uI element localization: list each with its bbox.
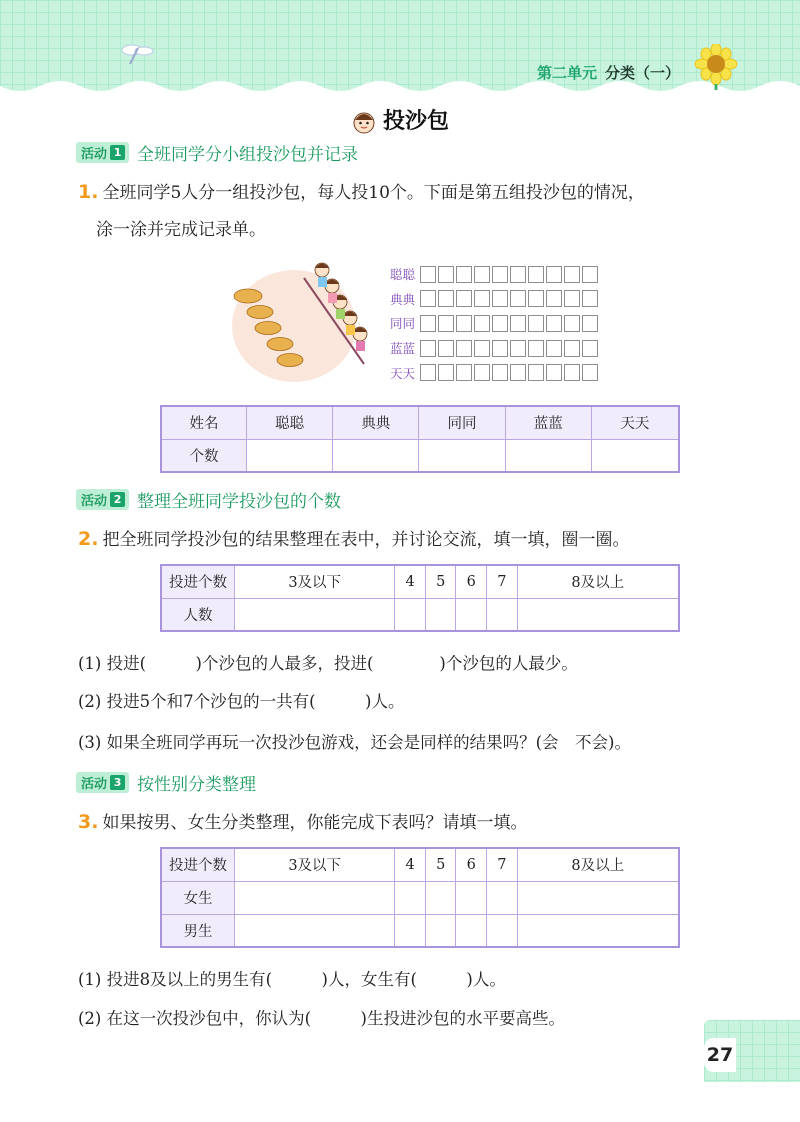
question-1-line1 [78,178,645,207]
tally-box[interactable] [510,315,526,332]
record-name: 聪聪 [390,267,416,283]
tally-box[interactable] [438,315,454,332]
table-input-cell[interactable] [505,439,591,472]
table-input-cell[interactable] [395,914,426,947]
tally-box[interactable] [492,266,508,283]
question-1-text: 全班同学5人分一组投沙包，每人投10个。下面是第五组投沙包的情况， [102,183,645,203]
activity-3-heading [76,770,256,795]
dragonfly-icon [118,42,158,68]
tally-box[interactable] [582,340,598,357]
activity-number: 3 [110,775,125,790]
question-number: 2. [78,528,99,550]
activity-title: 按性别分类整理 [137,775,257,795]
page-title [0,104,800,135]
tally-box[interactable] [546,340,562,357]
table-input-cell[interactable] [456,881,487,914]
question-2-sub-1: (1) 投进( )个沙包的人最多，投进( )个沙包的人最少。 [78,654,578,673]
table-header-cell: 聪聪 [247,406,333,439]
tally-box[interactable] [420,340,436,357]
question-3-sub-2: (2) 在这一次投沙包中，你认为( )生投进沙包的水平要高些。 [78,1009,565,1028]
table-input-cell[interactable] [517,881,679,914]
chapter-label: 分类（一） [604,64,680,82]
table-header-cell: 投进个数 [161,565,235,598]
tally-box[interactable] [582,290,598,307]
table-header-cell: 6 [456,565,487,598]
header-wave [0,80,800,100]
record-row [390,360,600,385]
activity-tag-label: 活动 [81,147,108,162]
tally-box[interactable] [546,315,562,332]
table-header-cell: 8及以上 [517,565,679,598]
record-row [390,287,600,312]
table-input-cell[interactable] [235,914,395,947]
tally-box[interactable] [420,315,436,332]
question-2-sub-2: (2) 投进5个和7个沙包的一共有( )人。 [78,692,405,711]
table-input-cell[interactable] [425,881,456,914]
tally-box[interactable] [528,266,544,283]
sunflower-icon [694,44,738,90]
record-row [390,262,600,287]
table-input-cell[interactable] [425,914,456,947]
table-header-cell: 4 [395,565,426,598]
activity-tag [76,772,129,793]
table-input-cell[interactable] [333,439,419,472]
table-input-cell[interactable] [517,598,679,631]
table-input-cell[interactable] [425,598,456,631]
tally-box[interactable] [528,315,544,332]
activity-number: 1 [110,145,125,160]
table-header-cell: 5 [425,565,456,598]
table-input-cell[interactable] [517,914,679,947]
tally-box[interactable] [456,340,472,357]
table-input-cell[interactable] [456,914,487,947]
table-input-cell[interactable] [395,881,426,914]
tally-box[interactable] [528,364,544,381]
tally-box[interactable] [420,364,436,381]
tally-box[interactable] [474,364,490,381]
record-name: 同同 [390,316,416,332]
question-number: 1. [78,181,99,203]
tally-box[interactable] [438,340,454,357]
table-header-cell: 7 [487,565,518,598]
table-header-cell: 4 [395,848,426,881]
table-input-cell[interactable] [247,439,333,472]
question-number: 3. [78,811,99,833]
activity-title: 全班同学分小组投沙包并记录 [137,145,359,165]
record-row [390,336,600,361]
table-input-cell[interactable] [487,598,518,631]
tally-box[interactable] [456,364,472,381]
tally-box[interactable] [420,266,436,283]
table-header-cell: 5 [425,848,456,881]
table-header-cell: 投进个数 [161,848,235,881]
record-name: 典典 [390,291,416,307]
page-number: 27 [704,1038,736,1072]
tally-box[interactable] [492,315,508,332]
tally-box[interactable] [420,290,436,307]
table-input-cell[interactable] [235,598,395,631]
tally-box[interactable] [582,315,598,332]
table-input-cell[interactable] [235,881,395,914]
table-header-cell: 8及以上 [517,848,679,881]
table-header-cell: 天天 [591,406,679,439]
tally-box[interactable] [564,364,580,381]
activity-tag [76,489,129,510]
record-name: 天天 [390,365,416,381]
tally-box[interactable] [492,364,508,381]
count-table [160,564,680,632]
table-header-cell: 典典 [333,406,419,439]
activity-2-heading [76,487,341,512]
tally-box[interactable] [474,266,490,283]
table-header-cell: 蓝蓝 [505,406,591,439]
tally-box[interactable] [528,340,544,357]
tally-box[interactable] [564,340,580,357]
tally-box[interactable] [438,266,454,283]
tally-box[interactable] [564,315,580,332]
table-header-cell: 7 [487,848,518,881]
tally-box[interactable] [582,364,598,381]
tally-box[interactable] [474,290,490,307]
table-row-label: 人数 [161,598,235,631]
table-input-cell[interactable] [487,914,518,947]
table-header-cell: 同同 [419,406,505,439]
gender-table [160,847,680,948]
tally-box[interactable] [438,290,454,307]
record-table [160,405,680,473]
record-name: 蓝蓝 [390,341,416,357]
tally-box[interactable] [474,315,490,332]
tally-box[interactable] [546,266,562,283]
table-row-label: 男生 [161,914,235,947]
sandbag-throwing-illustration [232,256,382,386]
activity-number: 2 [110,492,125,507]
question-3-sub-1: (1) 投进8及以上的男生有( )人，女生有( )人。 [78,970,506,989]
tally-box[interactable] [510,340,526,357]
question-2-sub-3: (3) 如果全班同学再玩一次投沙包游戏，还会是同样的结果吗？(会 不会)。 [78,733,631,752]
table-input-cell[interactable] [487,881,518,914]
tally-box[interactable] [564,290,580,307]
table-header-cell: 3及以下 [235,565,395,598]
tally-box[interactable] [528,290,544,307]
table-row-label: 女生 [161,881,235,914]
tally-box[interactable] [456,266,472,283]
tally-box[interactable] [564,266,580,283]
activity-title: 整理全班同学投沙包的个数 [137,492,342,512]
question-2-text: 把全班同学投沙包的结果整理在表中，并讨论交流，填一填，圈一圈。 [102,530,630,550]
question-1-line2: 涂一涂并完成记录单。 [96,220,266,240]
table-row-label: 个数 [161,439,247,472]
child-face-icon [351,110,377,134]
record-row [390,311,600,336]
table-input-cell[interactable] [456,598,487,631]
tally-box[interactable] [510,364,526,381]
tally-box[interactable] [456,290,472,307]
record-boxes [390,262,600,385]
question-3 [78,808,527,837]
tally-box[interactable] [510,266,526,283]
tally-box[interactable] [492,340,508,357]
table-header-cell: 姓名 [161,406,247,439]
activity-tag [76,142,129,163]
tally-box[interactable] [546,290,562,307]
table-header-cell: 6 [456,848,487,881]
tally-box[interactable] [510,290,526,307]
page-title-text: 投沙包 [382,109,449,134]
unit-label: 第二单元 [536,64,597,82]
tally-box[interactable] [492,290,508,307]
tally-box[interactable] [438,364,454,381]
table-input-cell[interactable] [419,439,505,472]
unit-title [537,62,680,83]
activity-tag-label: 活动 [81,494,108,509]
tally-box[interactable] [546,364,562,381]
activity-tag-label: 活动 [81,777,108,792]
tally-box[interactable] [582,266,598,283]
question-3-text: 如果按男、女生分类整理，你能完成下表吗？请填一填。 [102,813,528,833]
tally-box[interactable] [456,315,472,332]
activity-1-heading [76,140,358,165]
table-input-cell[interactable] [591,439,679,472]
table-input-cell[interactable] [395,598,426,631]
table-header-cell: 3及以下 [235,848,395,881]
tally-box[interactable] [474,340,490,357]
question-2 [78,525,629,554]
